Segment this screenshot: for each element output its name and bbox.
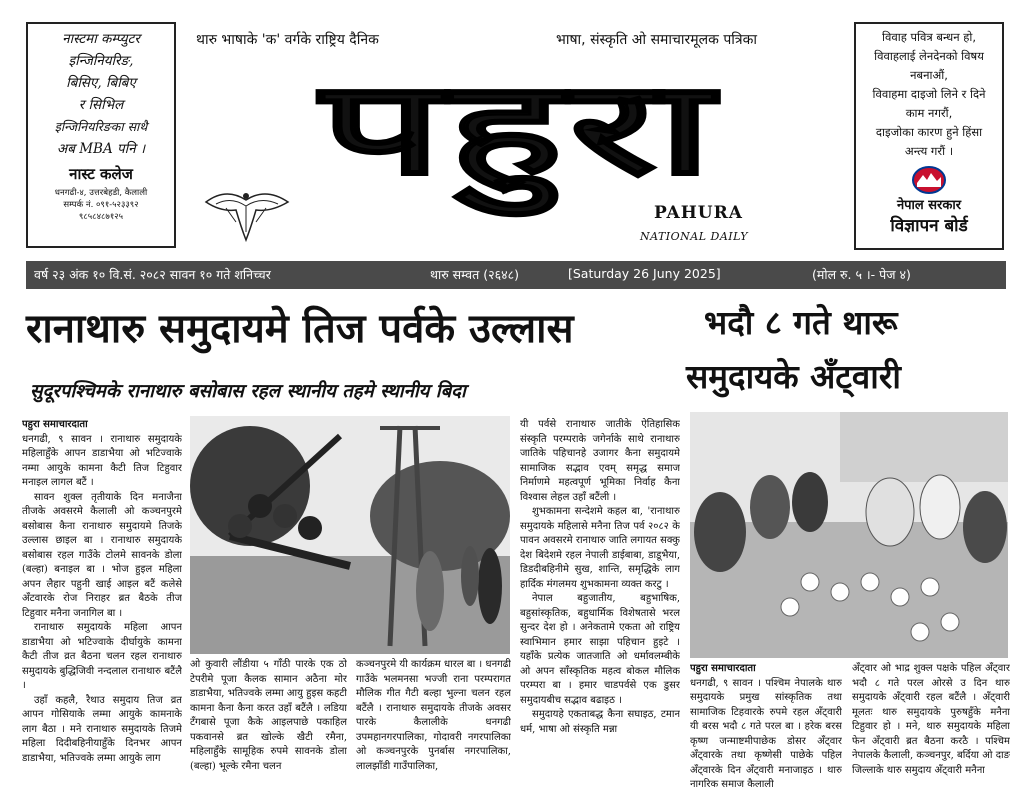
paragraph: यी पर्वसे रानाथारु जातीके ऐतिहासिक संस्कृति परम्पराके जगेर्नाके साथे रानाथारु जातिके पहिचानहे उजागर कैना समुदायमे सामाजिक सद्भाव एवम् समृद्ध समाज निर्माणमे महत्वपूर्ण भूमिका निर्वाह कैना विश्वास लेहल उहाँ बटैंली । bbox=[520, 419, 680, 503]
advertisement-board-ad bbox=[854, 22, 1004, 250]
second-headline-line: समुदायके अँट्वारी bbox=[686, 357, 901, 396]
masthead-title-en: PAHURA bbox=[654, 203, 743, 223]
byline: पहुरा समाचारदाता bbox=[22, 419, 88, 430]
college-address: धनगढी-४, उत्तरबेहडी, कैलाली bbox=[54, 188, 148, 198]
ad-line: दाइजोका कारण हुने हिंसा bbox=[875, 125, 983, 139]
byline: पहुरा समाचारदाता bbox=[690, 663, 756, 674]
second-headline bbox=[686, 296, 1016, 404]
antwari-gathering-photo bbox=[690, 412, 1008, 658]
ornament-logo-icon bbox=[196, 182, 296, 244]
masthead-subtitle-en: NATIONAL DAILY bbox=[640, 230, 749, 243]
main-story-column-4 bbox=[520, 418, 680, 793]
ad-org-line1: नेपाल सरकार bbox=[896, 198, 962, 213]
tij-swing-photo bbox=[190, 416, 510, 654]
english-date: [Saturday 26 Juny 2025] bbox=[568, 266, 721, 281]
ad-org-line2: विज्ञापन बोर्ड bbox=[890, 216, 968, 236]
ad-line: विवाह पवित्र बन्धन हो, bbox=[881, 30, 977, 44]
ad-line: इन्जिनियरिङ, bbox=[68, 53, 134, 69]
main-subheadline: सुदूरपश्चिमके रानाथारु बसोबास रहल स्थानीय तहमे स्थानीय बिदा bbox=[30, 381, 466, 402]
ad-line: काम नगरौं, bbox=[905, 106, 953, 120]
paragraph: नेपाल बहुजातीय, बहुभाषिक, बहुसांस्कृतिक, बहुधार्मिक विशेषतासे भरल सुन्दर देश हो । अनेकतामे एकता ओ राष्ट्रिय स्वाभिमान हमार साझा पहिचान हुइटे । यहाँके प्रत्येक जातजाति ओ धर्मावलम्बीके ओ अपन साँस्कृतिक महत्व बोकल मौलिक परम्परा बा । हमार चाडपर्वसे एक डुसर समुदायबीच सद्भाव बढाइठ । bbox=[520, 593, 680, 706]
paragraph: रानाथारु समुदायके महिला आपन डाडाभैया ओ भटिज्वाके दीर्घायुके कामना कैटी तीज व्रत बैठना चलन रहल रानाथारु समुदायके बुद्धिजिवी नन्दलाल रानाथारु बटैंलै । bbox=[22, 622, 182, 691]
paragraph: उहाँ कहलै, रैथाउ समुदाय तिज व्रत आपन गोसियाके लम्मा आयुके कामनाके लाग बैठा । मने रानाथारु समुदायके तिजमे महिला दिदीबहिनीयाहुँके दिनभर आपन डाडाभैया, भतिज्वके लम्मा आयुके लाग bbox=[22, 694, 182, 764]
main-story-column-3 bbox=[356, 658, 511, 793]
issue-info-bar bbox=[26, 261, 1006, 289]
second-story-column-1 bbox=[690, 662, 842, 793]
main-story-column-2 bbox=[190, 658, 347, 793]
ad-line: अन्त्य गरौं । bbox=[904, 144, 954, 158]
tagline-left: थारु भाषाके 'क' वर्गके राष्ट्रिय दैनिक bbox=[196, 32, 379, 48]
paragraph: धनगढी, ९ सावन । रानाथारु समुदायके महिलाहुँके आपन डाडाभैया ओ भटिज्वाके नम्मा आयुके कामना कैटी तिज टिहुवार मनाइल लागल बटैं । bbox=[22, 433, 182, 488]
main-story-column-1 bbox=[22, 418, 182, 793]
ad-line: र सिभिल bbox=[78, 97, 124, 113]
ad-line: नास्टमा कम्प्युटर bbox=[62, 31, 140, 47]
paragraph: धनगढी, ९ सावन । पश्चिम नेपालके थारु समुदायके प्रमुख सांस्कृतिक तथा सामाजिक टिहवारके रुपमे रहल अँट्वारी यी बरस भदौ ८ गते परल बा । हरेक बरस कृष्ण जन्माष्टमीपाछेक डोसर अँट्वार अँट्वारके तथा कृष्णेसी पाछेके पहिल अँट्वारके दिन अँट्वारी मनाजाइठ । थारु नागरिक समाज कैलाली bbox=[690, 677, 842, 790]
ad-line: अब MBA पनि । bbox=[56, 141, 146, 157]
ad-line: इन्जिनियरिङका साथै bbox=[54, 119, 148, 134]
ad-line: विवाहलाई लेनदेनको विषय bbox=[874, 49, 984, 63]
ad-line: नबनाऔं, bbox=[910, 68, 948, 82]
second-story-column-2 bbox=[852, 662, 1010, 793]
paragraph: कञ्चनपुरमे यी कार्यक्रम धारल बा । धनगढी गाउँके भलमनसा भज्जी राना परम्परागत मौलिक गीत गैटी बल्हा भुल्ना चलन रहल बटैंलै । रानाथारु समुदायके तीजके अवसर पारके कैलालीके धनगढी उपमहानगरपालिका, गोदावरी नगरपालिका ओ कञ्चनपुरके पुनर्बास नगरपालिका, लालझाँडी गाउँपालिका, bbox=[356, 659, 511, 772]
college-phone: ९८५८४८७१२५ bbox=[78, 212, 124, 222]
ad-line: बिसिए, बिबिए bbox=[66, 75, 136, 91]
college-name: नास्ट कलेज bbox=[69, 165, 133, 183]
masthead-title-text: पहुरा bbox=[320, 52, 720, 204]
ad-line: विवाहमा दाइजो लिने र दिने bbox=[872, 87, 986, 101]
issue-number: वर्ष २३ अंक १० वि.सं. २०८२ सावन १० गते शनिच्चर bbox=[34, 267, 271, 282]
nepal-emblem-icon bbox=[858, 165, 1000, 195]
paragraph: ओ कुवारी लौंडीया ५ गाँठी पारके एक ठो टेपरीमे पूजा कैलक सामान अठैना मोर डाडाभैया, भतिज्वके लम्मा आयु हुइस कहटी कामना कैना कैना करत उहाँ बटैंलै । लडिया टँगबासे पूजा कैके आइलपाछे पकाहिल पकवानसे ब्रत खोल्के खैटी रमैना, महिलाहुँके सामूहिक रुपमे सावनके डोला (बल्हा) भूल्के रमैना चलन bbox=[190, 659, 347, 772]
tharu-year: थारु सम्वत (२६४८) bbox=[430, 267, 519, 282]
tagline-right: भाषा, संस्कृति ओ समाचारमूलक पत्रिका bbox=[556, 32, 758, 48]
second-headline-line: भदौ ८ गते थारू bbox=[704, 303, 898, 342]
paragraph: समुदायहे एकताबद्ध कैना सघाइठ, टमान धर्म, भाषा ओ संस्कृति मन्ना bbox=[520, 709, 680, 735]
masthead-title bbox=[200, 52, 840, 204]
paragraph: सावन शुक्ल तृतीयाके दिन मनाजैना तीजके अवसरमे कैलाली ओ कञ्चनपुरमे बसोबास कैना रानाथारु समुदायमे तिजके उल्लास छाइल बा । रानाथारु समुदायके बसोबास रहल गाउँके टोलमे सावनके डोला (बल्हा) बनाइल बा । भोज हुइल महिला अपन लैहार पहुनी खाई आइल बटैं कलेसे अँटवारके रोज निराहर ब्रत बैठके तीज टिहुवार मनैना जनागिल बा । bbox=[22, 491, 182, 619]
paragraph: शुभकामना सन्देशमे कहल बा, 'रानाथारु समुदायके महिलासे मनैना तिज पर्व २०८२ के पावन अवसरमे रानाथारु जाति लगायत सक्कु देश बिदेशमे रहल नेपाली डाईबाबा, डाडूभैया, डिडदीबहिनीमे सुख, शान्ति, समृद्धिके लाग हार्दिक मंगलमय शुभकामना व्यक्त करटु । bbox=[520, 506, 680, 590]
price-pages: (मोल रु. ५ ।- पेज ४) bbox=[812, 267, 911, 282]
college-phone: सम्पर्क नं. ०९१-५२३३९२ bbox=[63, 200, 139, 210]
paragraph: अँट्वार ओ भाद्र शुक्ल पक्षके पहिल अँट्वार भदौ ८ गते परल ओरसे उ दिन थारु समुदायके अँट्वारी रहल बटैंलै । अँट्वारी मूलतः थारु समुदायके पुरुषहुँके मनैना टिहुवार हो । मने, थारु समुदायके महिला फेन अँट्वारी ब्रत बैठना करठै । पश्चिम नेपालके कैलाली, कञ्चनपुर, बर्दिया ओ दाङ जिल्लाके थारु समुदाय अँट्वारी मनैना bbox=[852, 663, 1010, 776]
main-headline: रानाथारु समुदायमे तिज पर्वके उल्लास bbox=[26, 306, 574, 352]
